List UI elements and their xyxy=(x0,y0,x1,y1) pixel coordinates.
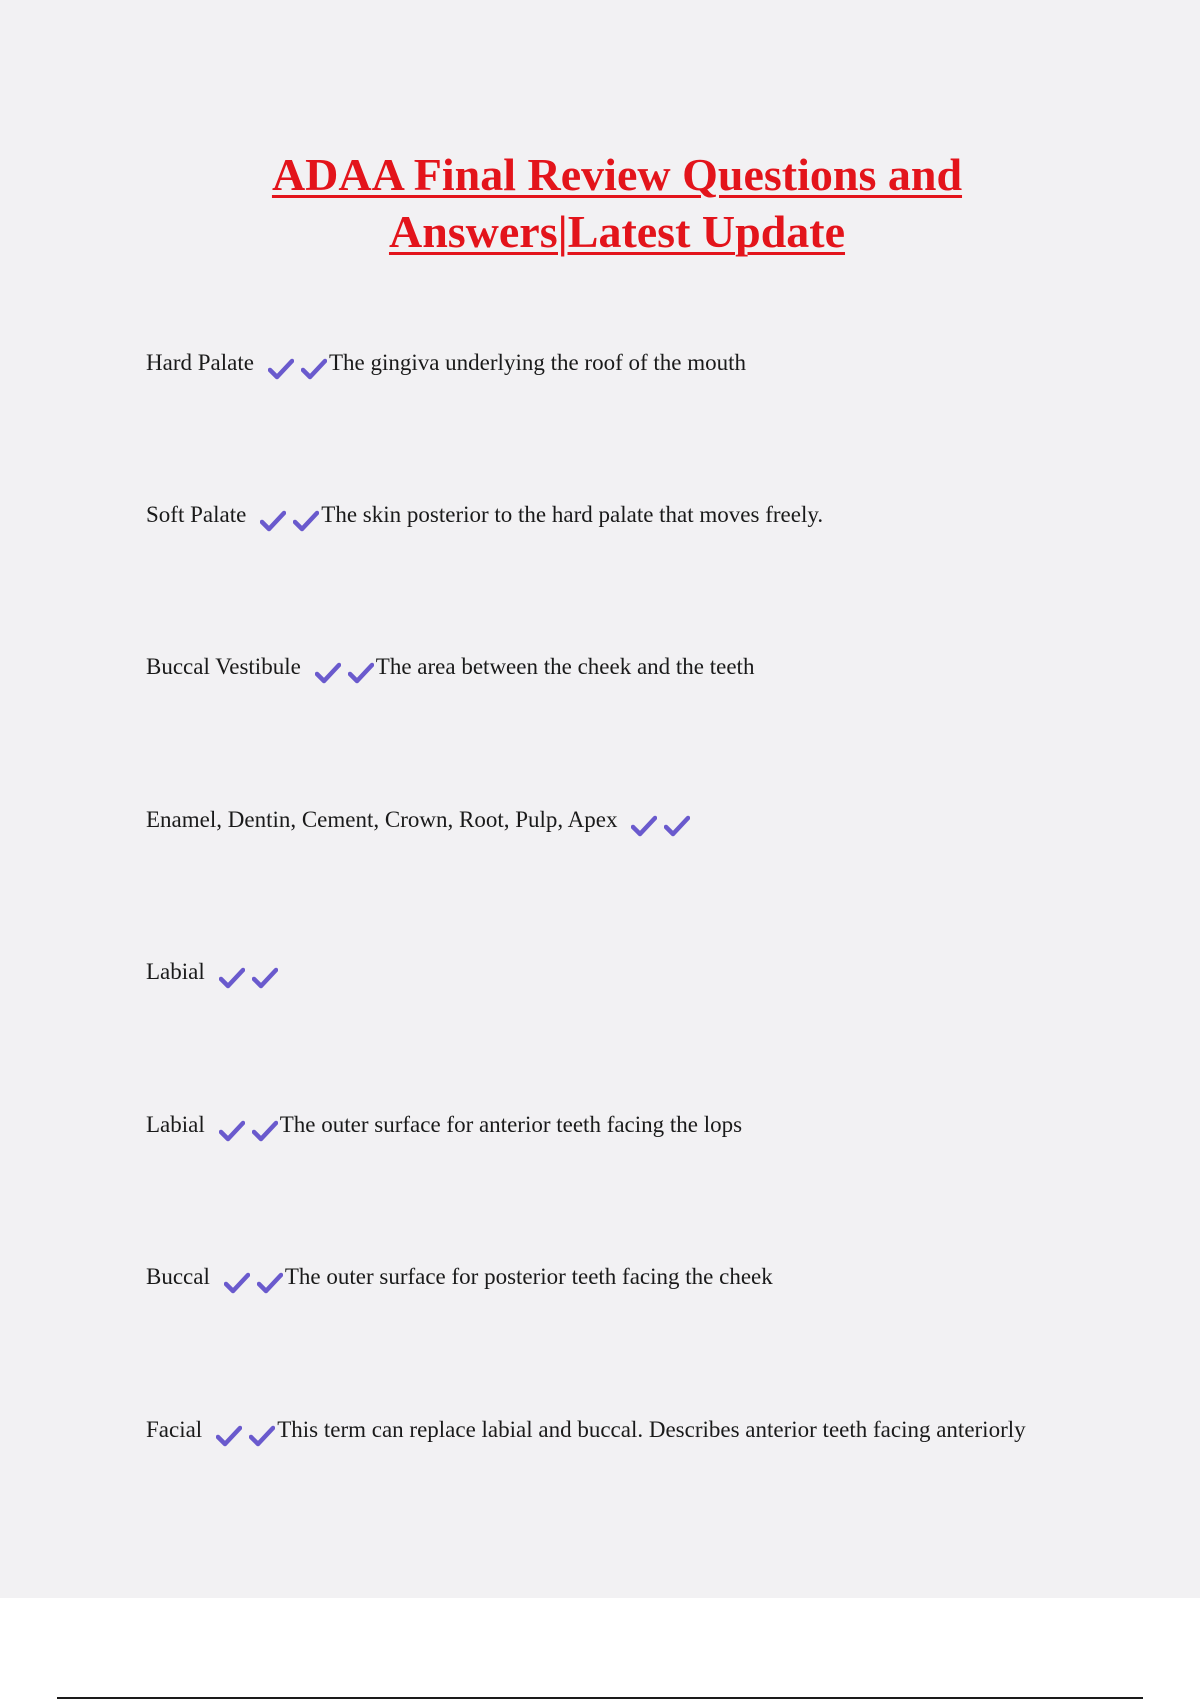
entry-term: Facial xyxy=(146,1417,203,1442)
checkmark-icon xyxy=(301,358,327,380)
double-checkmark-icon xyxy=(219,1115,278,1139)
entry-definition: The skin posterior to the hard palate that moves freely. xyxy=(321,502,824,527)
double-checkmark-icon xyxy=(224,1267,283,1291)
qa-entry xyxy=(146,1262,773,1292)
double-checkmark-icon xyxy=(219,962,278,986)
entry-definition: This term can replace labial and buccal. Describes anterior teeth facing anteriorly xyxy=(277,1417,1026,1442)
entry-definition: The area between the cheek and the teeth xyxy=(375,654,755,679)
entry-term: Labial xyxy=(146,959,205,984)
entry-term: Buccal Vestibule xyxy=(146,654,301,679)
double-checkmark-icon xyxy=(631,810,690,834)
double-checkmark-icon xyxy=(268,353,327,377)
title-line-2: Answers|Latest Update xyxy=(388,206,846,257)
checkmark-icon xyxy=(224,1272,250,1294)
entry-term: Labial xyxy=(146,1112,205,1137)
qa-entry xyxy=(146,957,280,987)
checkmark-icon xyxy=(257,1272,283,1294)
checkmark-icon xyxy=(252,967,278,989)
checkmark-icon xyxy=(664,815,690,837)
checkmark-icon xyxy=(219,1120,245,1142)
checkmark-icon xyxy=(249,1425,275,1447)
qa-entry xyxy=(146,348,746,378)
double-checkmark-icon xyxy=(315,657,374,681)
checkmark-icon xyxy=(252,1120,278,1142)
footer-divider xyxy=(57,1697,1143,1699)
double-checkmark-icon xyxy=(260,505,319,529)
double-checkmark-icon xyxy=(216,1420,275,1444)
entry-definition: The outer surface for anterior teeth facing the lops xyxy=(279,1112,743,1137)
qa-entry xyxy=(146,652,754,682)
qa-entry xyxy=(146,500,823,530)
checkmark-icon xyxy=(315,662,341,684)
entry-term: Enamel, Dentin, Cement, Crown, Root, Pulp, Apex xyxy=(146,807,618,832)
title-line-1: ADAA Final Review Questions and xyxy=(271,149,963,200)
entry-definition: The gingiva underlying the roof of the mouth xyxy=(328,350,747,375)
checkmark-icon xyxy=(219,967,245,989)
checkmark-icon xyxy=(260,510,286,532)
checkmark-icon xyxy=(631,815,657,837)
entry-term: Buccal xyxy=(146,1264,210,1289)
entry-definition: The outer surface for posterior teeth facing the cheek xyxy=(284,1264,773,1289)
entry-term: Hard Palate xyxy=(146,350,254,375)
checkmark-icon xyxy=(348,662,374,684)
qa-entry xyxy=(146,1110,742,1140)
checkmark-icon xyxy=(216,1425,242,1447)
entry-term: Soft Palate xyxy=(146,502,247,527)
checkmark-icon xyxy=(268,358,294,380)
checkmark-icon xyxy=(293,510,319,532)
qa-entry xyxy=(146,805,692,835)
qa-entry xyxy=(146,1415,1026,1445)
document-title xyxy=(0,146,1200,260)
